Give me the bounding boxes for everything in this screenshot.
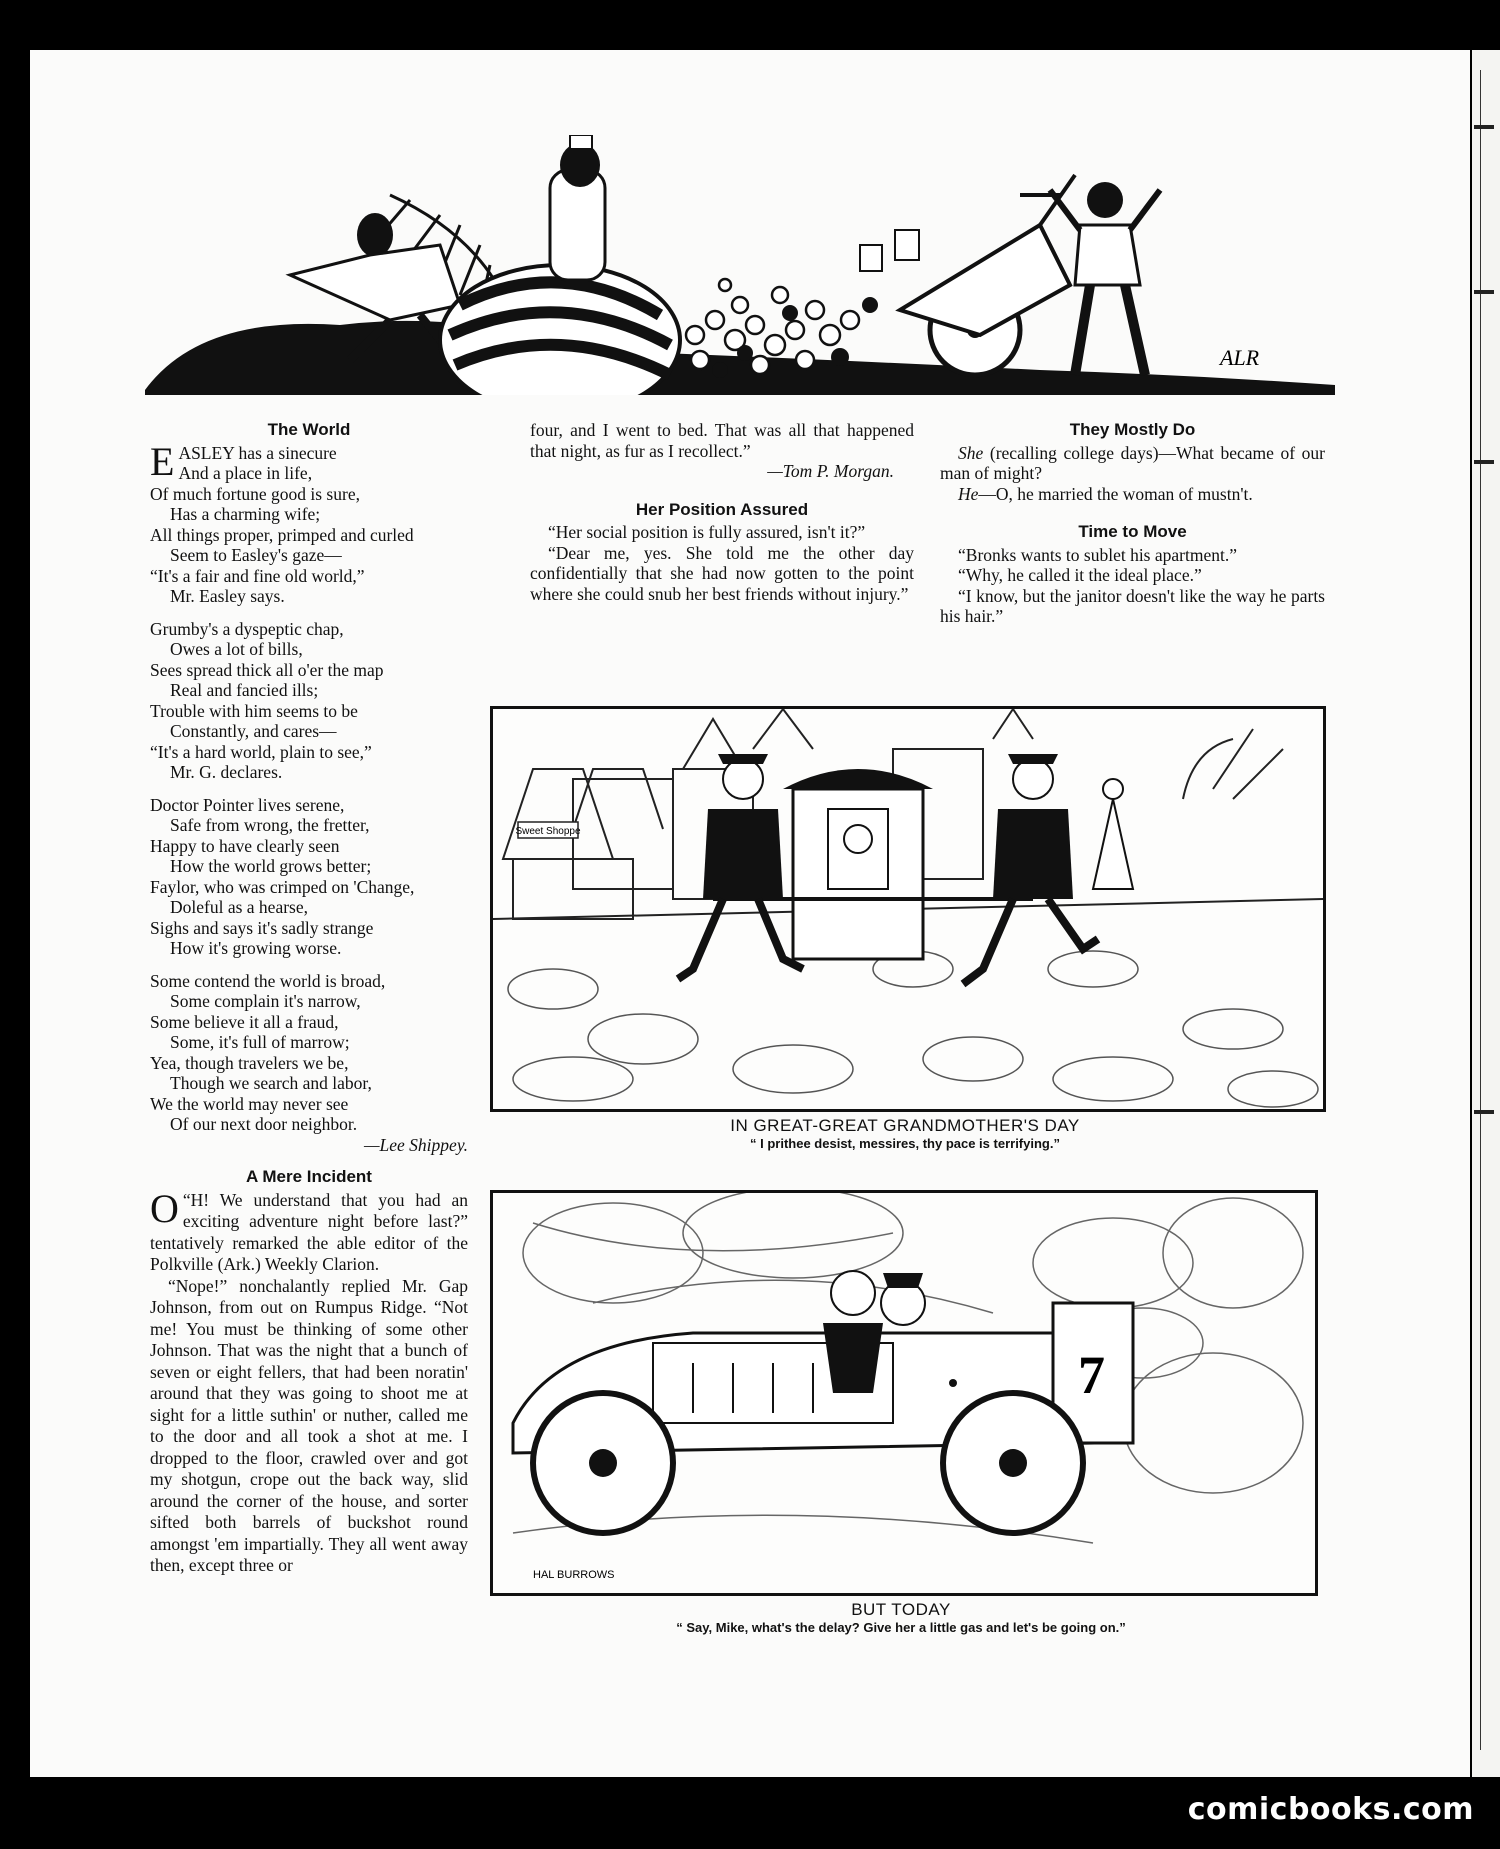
adjacent-page-edge [1472,50,1500,1777]
poem-stanza: Some contend the world is broad, Some complain it's narrow, Some believe it all a fraud, Some, it's full of marrow; Yea, though travelers we be, Though we search and labor, We the world may never see Of our next door neighbor. [150,970,386,1134]
cartoon-automobile [490,1190,1318,1596]
banner-signature: ALR [1220,345,1260,370]
position-body: “Her social position is fully assured, isn't it?” “Dear me, yes. She told me the other day confidentially that she had now gotten to the point where she could snub her best friends without injury.” [530,522,914,604]
column-middle [530,420,914,604]
poem-title: The World [267,420,351,439]
poem-dropcap: E [150,438,175,484]
move-title: Time to Move [1078,522,1187,541]
watermark-logo: comicbooks.com [1187,1792,1474,1827]
cartoon1-quote: “ I prithee desist, messires, thy pace is terrifying.” [750,1136,1060,1151]
poem-stanza: E ASLEY has a sinecure And a place in life, Of much fortune good is sure, Has a charming wife; All things proper, primped and curled Seem to Easley's gaze— “It's a fair and fine old world,” Mr. Easley says. [150,438,414,606]
sedan-chair-drawing [493,709,1323,1109]
cartoon-sedan-chair [490,706,1326,1112]
poem-stanza: Grumby's a dyspeptic chap, Owes a lot of bills, Sees spread thick all o'er the map Real and fancied ills; Trouble with him seems to be Constantly, and cares— “It's a hard world, plain to see,” Mr. G. declares. [150,618,384,782]
poem-stanza: Doctor Pointer lives serene, Safe from wrong, the fretter, Happy to have clearly seen How the world grows better; Faylor, who was crimped on 'Change, Doleful as a hearse, Sighs and says it's sadly strange How it's growing worse. [150,794,415,958]
move-body: “Bronks wants to sublet his apartment.” “Why, he called it the ideal place.” “I know, but the janitor doesn't like the way he parts his hair.” [940,544,1325,626]
column-left [150,420,468,1577]
incident-dropcap: O [150,1185,179,1231]
car-number: 7 [1078,1345,1105,1405]
incident-author: —Tom P. Morgan. [767,461,894,481]
cartoon1-title: IN GREAT-GREAT GRANDMOTHER'S DAY [730,1116,1080,1135]
mostly-title: They Mostly Do [1069,420,1196,439]
position-title: Her Position Assured [635,499,809,519]
incident-continued: four, and I went to bed. That was all that happened that night, as fur as I recollect.” [530,420,914,461]
shop-sign: Sweet Shoppe [515,826,581,837]
cartoon2-quote: “ Say, Mike, what's the delay? Give her a little gas and let's be going on.” [676,1620,1126,1635]
artist-signature: HAL BURROWS [533,1569,615,1581]
incident-body: “ O H! We understand that you had an exciting adventure night before last?” tentatively remarked the able editor of the Polkville (Ark.) Weekly Clarion. “Nope!” nonchalantly replied Mr. Gap Johnson, from out on Rumpus Ridge. “Not me! You must be thinking of some other Johnson. That was the night that a bunch of seven or eight fellers, that had been noratin' around that they was going to shoot me at sight for a little suthin' or nuther, called me to the door and all took a shot at me. I dropped to the floor, crawled over and got my shotgun, crope out the back way, slid around the corner of the house, and sorter sifted both barrels of buckshot round amongst 'em impartially. They all went away then, except three or [150,1185,468,1575]
banner-illustration [140,135,1340,395]
cartoon2-caption [490,1600,1312,1635]
mostly-body: She (recalling college days)—What became of our man of might? He—O, he married the woman of mustn't. [940,442,1325,504]
incident-title: A Mere Incident [246,1167,372,1186]
cartoon1-caption [490,1116,1320,1151]
poem-the-world [150,438,468,1156]
poem-author: —Lee Shippey. [363,1134,468,1155]
cartoon2-title: BUT TODAY [851,1600,951,1619]
automobile-drawing [493,1193,1315,1593]
column-right [940,420,1325,627]
